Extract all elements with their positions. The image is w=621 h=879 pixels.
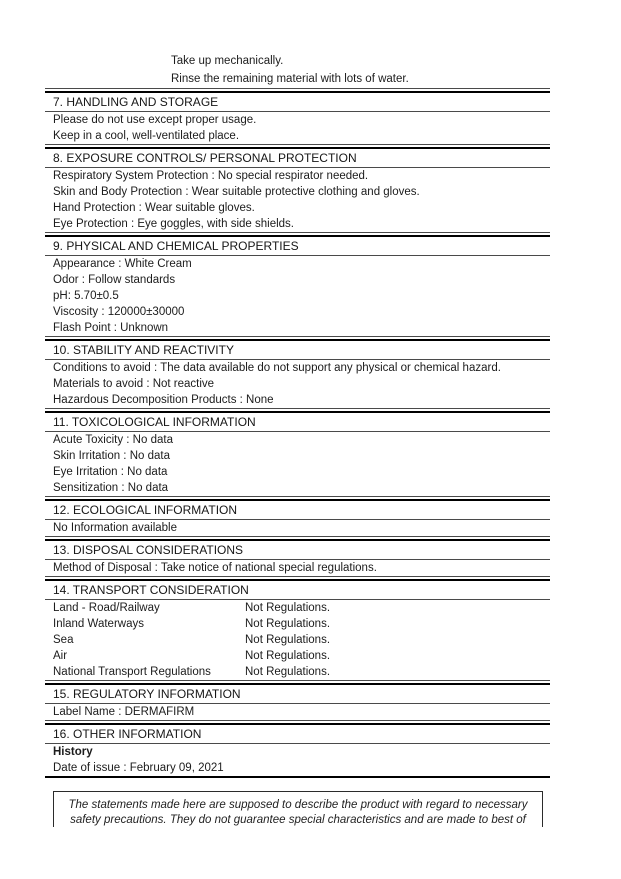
section-disposal-considerations: [45, 539, 550, 577]
section-title: 8. EXPOSURE CONTROLS/ PERSONAL PROTECTION: [45, 147, 550, 168]
transport-regulation-value: Not Regulations.: [245, 602, 331, 614]
document-body: [45, 52, 550, 827]
content-line: No Information available: [53, 522, 178, 534]
content-line: Odor : Follow standards: [53, 274, 176, 286]
content-line: Keep in a cool, well-ventilated place.: [53, 130, 240, 142]
section-handling-and-storage: [45, 91, 550, 145]
section-content: [45, 600, 550, 680]
section-other-information: [45, 723, 550, 778]
section-ecological-information: [45, 499, 550, 537]
transport-row: [45, 648, 550, 664]
section-title: 16. OTHER INFORMATION: [45, 723, 550, 744]
transport-mode-label: Air: [53, 650, 68, 662]
history-label: History: [53, 746, 93, 758]
content-line: Materials to avoid : Not reactive: [53, 378, 215, 390]
disclaimer-box: [53, 791, 543, 827]
intro-line: Rinse the remaining material with lots of water.: [171, 73, 409, 85]
section-title: 10. STABILITY AND REACTIVITY: [45, 339, 550, 360]
section-content: [45, 520, 550, 536]
section-content: [45, 360, 550, 408]
section-content: [45, 432, 550, 496]
section-title: 14. TRANSPORT CONSIDERATION: [45, 579, 550, 600]
transport-row: [45, 664, 550, 680]
section-title: 7. HANDLING AND STORAGE: [45, 91, 550, 112]
transport-regulation-value: Not Regulations.: [245, 634, 331, 646]
content-line: pH: 5.70±0.5: [53, 290, 119, 302]
section-content: [45, 112, 550, 144]
content-line: Eye Irritation : No data: [53, 466, 168, 478]
accidental-release-measures-continued: [45, 52, 550, 89]
transport-regulation-value: Not Regulations.: [245, 618, 331, 630]
section-title: 15. REGULATORY INFORMATION: [45, 683, 550, 704]
section-content: [45, 744, 550, 776]
section-transport-consideration: [45, 579, 550, 681]
content-line: Skin Irritation : No data: [53, 450, 170, 462]
section-content: [45, 560, 550, 576]
content-line: Respiratory System Protection : No special respirator needed.: [53, 170, 369, 182]
section-stability-and-reactivity: [45, 339, 550, 409]
transport-row: [45, 600, 550, 616]
section-physical-chemical-properties: [45, 235, 550, 337]
section-title: 13. DISPOSAL CONSIDERATIONS: [45, 539, 550, 560]
content-line: Conditions to avoid : The data available do not support any physical or chemical hazard.: [53, 362, 501, 374]
intro-line: Take up mechanically.: [171, 55, 284, 67]
content-line: Eye Protection : Eye goggles, with side shields.: [53, 218, 294, 230]
section-exposure-controls: [45, 147, 550, 233]
content-line: Sensitization : No data: [53, 482, 169, 494]
transport-mode-label: Inland Waterways: [53, 618, 144, 630]
section-title: 9. PHYSICAL AND CHEMICAL PROPERTIES: [45, 235, 550, 256]
transport-mode-label: National Transport Regulations: [53, 666, 211, 678]
content-line: Skin and Body Protection : Wear suitable protective clothing and gloves.: [53, 186, 420, 198]
section-title: 12. ECOLOGICAL INFORMATION: [45, 499, 550, 520]
content-line: Label Name : DERMAFIRM: [53, 706, 195, 718]
section-content: [45, 704, 550, 720]
section-content: [45, 168, 550, 232]
transport-regulation-value: Not Regulations.: [245, 666, 331, 678]
date-of-issue-line: Date of issue : February 09, 2021: [53, 762, 224, 774]
transport-mode-label: Land - Road/Railway: [53, 602, 160, 614]
transport-row: [45, 632, 550, 648]
content-line: Please do not use except proper usage.: [53, 114, 257, 126]
content-line: Appearance : White Cream: [53, 258, 192, 270]
section-toxicological-information: [45, 411, 550, 497]
section-title: 11. TOXICOLOGICAL INFORMATION: [45, 411, 550, 432]
content-line: Viscosity : 120000±30000: [53, 306, 185, 318]
section-content: [45, 256, 550, 336]
content-line: Hazardous Decomposition Products : None: [53, 394, 274, 406]
content-line: Acute Toxicity : No data: [53, 434, 173, 446]
disclaimer-line: safety precautions. They do not guarantee special characteristics and are made to best of: [70, 814, 526, 826]
disclaimer-line: The statements made here are supposed to describe the product with regard to necessary: [68, 799, 528, 811]
transport-regulation-value: Not Regulations.: [245, 650, 331, 662]
transport-mode-label: Sea: [53, 634, 74, 646]
content-line: Hand Protection : Wear suitable gloves.: [53, 202, 255, 214]
content-line: Flash Point : Unknown: [53, 322, 169, 334]
transport-row: [45, 616, 550, 632]
section-regulatory-information: [45, 683, 550, 721]
content-line: Method of Disposal : Take notice of national special regulations.: [53, 562, 377, 574]
